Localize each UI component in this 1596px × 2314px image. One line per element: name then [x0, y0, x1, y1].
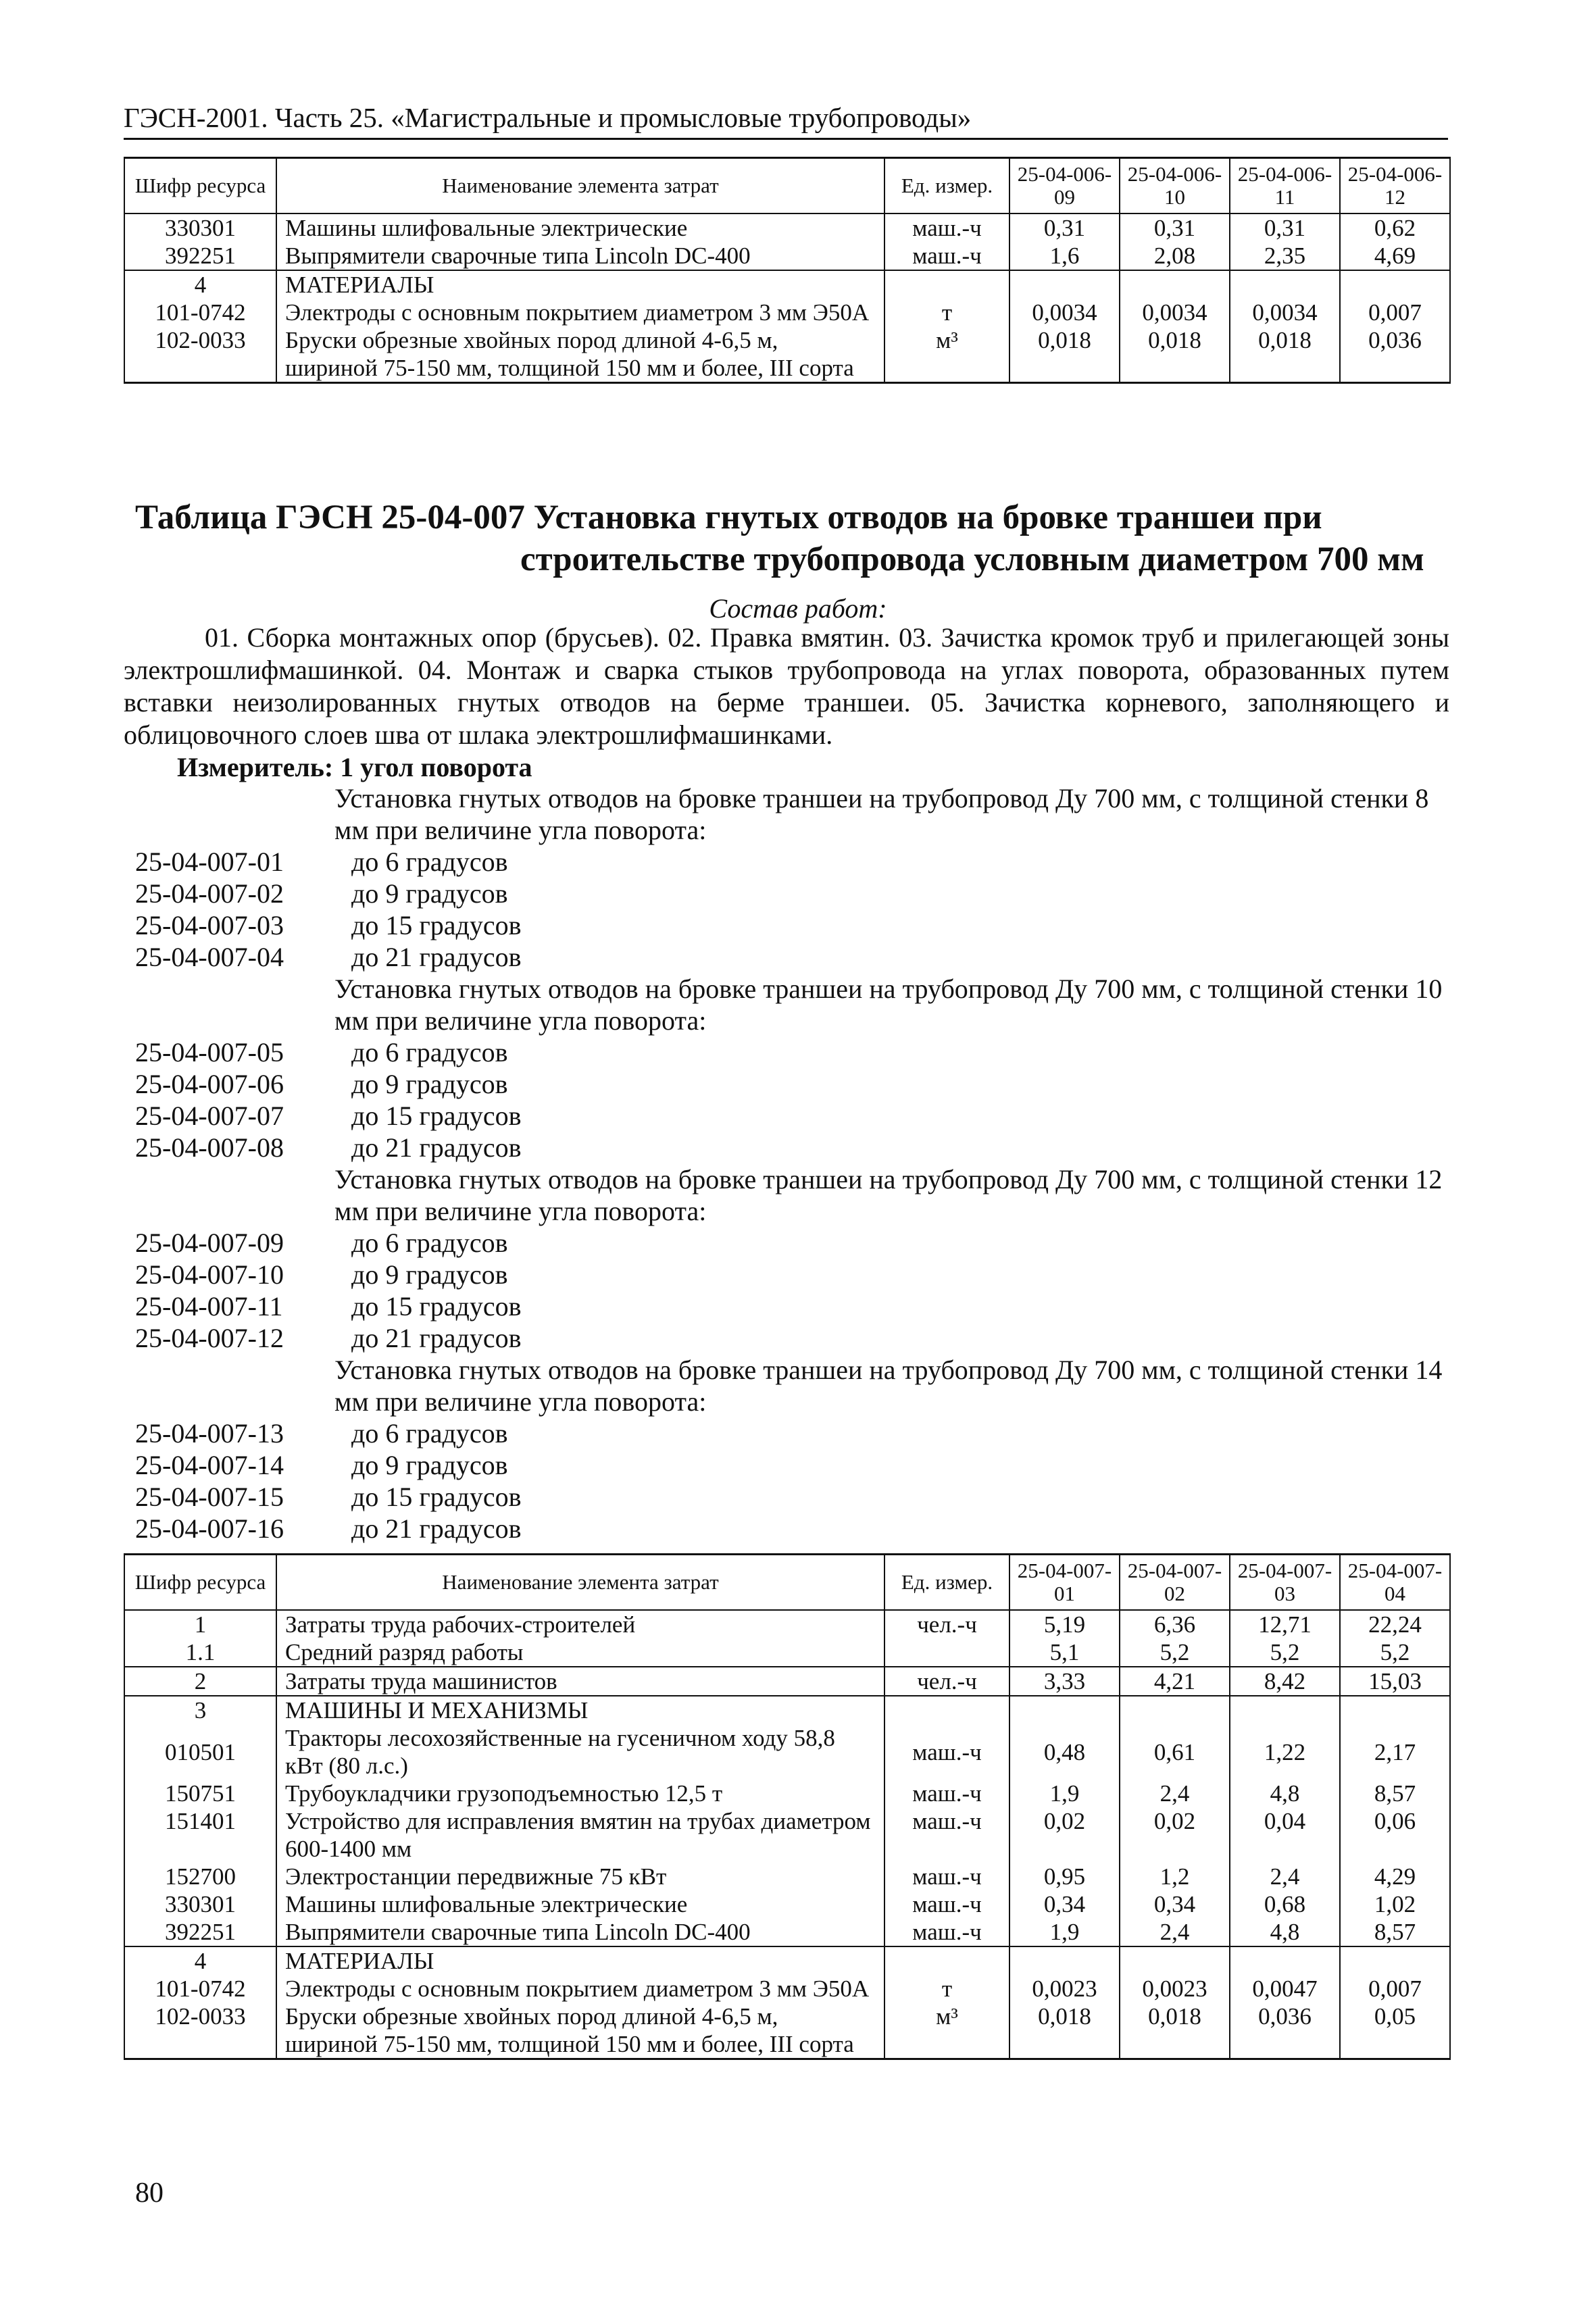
- spec-code: 25-04-007-15: [135, 1482, 284, 1512]
- value-cell: 22,24: [1340, 1610, 1450, 1638]
- table-row: [124, 2003, 1450, 2059]
- cost-element-name-cell: Машины шлифовальные электрические: [276, 213, 884, 242]
- spec-code: 25-04-007-07: [135, 1101, 284, 1131]
- resource-code-cell: 3: [124, 1696, 276, 1724]
- spec-code: 25-04-007-11: [135, 1291, 283, 1322]
- spec-group: [135, 1163, 1460, 1354]
- value-cell: 5,2: [1340, 1638, 1450, 1667]
- spec-item: [135, 1227, 1460, 1259]
- spec-group: [135, 782, 1460, 973]
- spec-code: 25-04-007-02: [135, 878, 284, 909]
- cost-element-name-cell: Затраты труда рабочих-строителей: [276, 1610, 884, 1638]
- resource-code-cell: 101-0742: [124, 1975, 276, 2003]
- table-row: [124, 213, 1450, 242]
- unit-cell: маш.-ч: [884, 1807, 1009, 1863]
- value-cell: 0,018: [1120, 326, 1230, 383]
- spec-description: до 15 градусов: [351, 1291, 522, 1322]
- value-cell: 0,007: [1340, 299, 1450, 326]
- resource-code-cell: 392251: [124, 242, 276, 270]
- value-cell: 0,31: [1120, 213, 1230, 242]
- spec-item: [135, 941, 1460, 973]
- value-cell: 8,57: [1340, 1780, 1450, 1807]
- value-cell: 0,007: [1340, 1975, 1450, 2003]
- spec-code: 25-04-007-10: [135, 1259, 284, 1290]
- unit-cell: [884, 1696, 1009, 1724]
- value-cell: 2,35: [1230, 242, 1340, 270]
- cost-table-top: [124, 157, 1451, 384]
- composition-text: [124, 622, 1449, 751]
- spec-code: 25-04-007-08: [135, 1132, 284, 1163]
- value-cell: [1009, 1696, 1120, 1724]
- resource-code-cell: 150751: [124, 1780, 276, 1807]
- spec-item: [135, 1068, 1460, 1100]
- spec-code: 25-04-007-03: [135, 910, 284, 940]
- composition-caption: Состав работ:: [709, 593, 887, 624]
- unit-cell: т: [884, 1975, 1009, 2003]
- table-row: [124, 242, 1450, 270]
- spec-description: до 9 градусов: [351, 1450, 508, 1480]
- value-cell: 0,61: [1120, 1724, 1230, 1780]
- spec-code: 25-04-007-14: [135, 1450, 284, 1480]
- resource-code-cell: 1: [124, 1610, 276, 1638]
- resource-code-cell: 151401: [124, 1807, 276, 1863]
- unit-cell: [884, 1638, 1009, 1667]
- section-title: [135, 497, 1460, 580]
- value-cell: 1,2: [1120, 1863, 1230, 1890]
- cost-element-name-cell: Тракторы лесохозяйственные на гусеничном ходу 58,8 кВт (80 л.с.): [276, 1724, 884, 1780]
- table-row: [124, 1780, 1450, 1807]
- value-cell: 0,62: [1340, 213, 1450, 242]
- value-cell: 4,8: [1230, 1780, 1340, 1807]
- resource-code-cell: 152700: [124, 1863, 276, 1890]
- spec-item: [135, 878, 1460, 909]
- value-cell: 1,02: [1340, 1890, 1450, 1918]
- spec-description: до 15 градусов: [351, 1482, 522, 1512]
- unit-cell: маш.-ч: [884, 242, 1009, 270]
- header-col-1: 25-04-006-09: [1009, 158, 1120, 214]
- header-unit: Ед. измер.: [884, 158, 1009, 214]
- cost-element-name-cell: Бруски обрезные хвойных пород длиной 4-6,5 м, шириной 75-150 мм, толщиной 150 мм и более, III сорта: [276, 2003, 884, 2059]
- cost-table-bottom: [124, 1553, 1451, 2060]
- cost-element-name-cell: Устройство для исправления вмятин на трубах диаметром 600-1400 мм: [276, 1807, 884, 1863]
- spec-item: [135, 1259, 1460, 1290]
- cost-element-name-cell: МАШИНЫ И МЕХАНИЗМЫ: [276, 1696, 884, 1724]
- table-row: [124, 1638, 1450, 1667]
- value-cell: 0,05: [1340, 2003, 1450, 2059]
- value-cell: 2,08: [1120, 242, 1230, 270]
- value-cell: 2,17: [1340, 1724, 1450, 1780]
- spec-item: [135, 1449, 1460, 1481]
- table-header-row: [124, 1555, 1450, 1611]
- table-row: [124, 1807, 1450, 1863]
- spec-description: до 6 градусов: [351, 1418, 508, 1449]
- spec-item: [135, 1322, 1460, 1354]
- resource-code-cell: 010501: [124, 1724, 276, 1780]
- spec-description: до 21 градусов: [351, 942, 522, 972]
- value-cell: 3,33: [1009, 1667, 1120, 1696]
- value-cell: 0,06: [1340, 1807, 1450, 1863]
- spec-group: [135, 973, 1460, 1163]
- spec-group-title: Установка гнутых отводов на бровке траншеи на трубопровод Ду 700 мм, с толщиной стенки 8 мм при величине угла поворота:: [334, 783, 1429, 845]
- value-cell: 4,29: [1340, 1863, 1450, 1890]
- spec-description: до 21 градусов: [351, 1132, 522, 1163]
- header-col-4: 25-04-006-12: [1340, 158, 1450, 214]
- resource-code-cell: 101-0742: [124, 299, 276, 326]
- unit-cell: м³: [884, 2003, 1009, 2059]
- value-cell: 0,036: [1340, 326, 1450, 383]
- spec-item: [135, 1481, 1460, 1513]
- value-cell: 12,71: [1230, 1610, 1340, 1638]
- unit-cell: [884, 270, 1009, 299]
- header-col-2: 25-04-006-10: [1120, 158, 1230, 214]
- value-cell: [1120, 270, 1230, 299]
- spec-item: [135, 1132, 1460, 1163]
- value-cell: 4,69: [1340, 242, 1450, 270]
- unit-cell: м³: [884, 326, 1009, 383]
- spec-item: [135, 1513, 1460, 1544]
- unit-cell: маш.-ч: [884, 213, 1009, 242]
- cost-element-name-cell: Электроды с основным покрытием диаметром 3 мм Э50А: [276, 1975, 884, 2003]
- resource-code-cell: 392251: [124, 1918, 276, 1946]
- spec-description: до 21 градусов: [351, 1513, 522, 1544]
- value-cell: [1230, 1696, 1340, 1724]
- unit-cell: чел.-ч: [884, 1610, 1009, 1638]
- table-row: [124, 1946, 1450, 1975]
- header-col-1: 25-04-007-01: [1009, 1555, 1120, 1611]
- table-row: [124, 1918, 1450, 1946]
- specification-list: [135, 782, 1460, 1544]
- unit-cell: маш.-ч: [884, 1918, 1009, 1946]
- cost-element-name-cell: Трубоукладчики грузоподъемностью 12,5 т: [276, 1780, 884, 1807]
- header-col-3: 25-04-007-03: [1230, 1555, 1340, 1611]
- table-row: [124, 1890, 1450, 1918]
- value-cell: 1,9: [1009, 1780, 1120, 1807]
- resource-code-cell: 4: [124, 270, 276, 299]
- value-cell: 0,018: [1009, 326, 1120, 383]
- spec-code: 25-04-007-16: [135, 1513, 284, 1544]
- unit-cell: чел.-ч: [884, 1667, 1009, 1696]
- spec-item: [135, 846, 1460, 878]
- value-cell: [1230, 270, 1340, 299]
- table-row: [124, 1863, 1450, 1890]
- value-cell: 0,018: [1120, 2003, 1230, 2059]
- page-number: 80: [135, 2178, 164, 2209]
- value-cell: 2,4: [1120, 1780, 1230, 1807]
- value-cell: 0,95: [1009, 1863, 1120, 1890]
- value-cell: [1009, 270, 1120, 299]
- unit-cell: маш.-ч: [884, 1724, 1009, 1780]
- value-cell: 1,22: [1230, 1724, 1340, 1780]
- value-cell: [1230, 1946, 1340, 1975]
- spec-code: 25-04-007-05: [135, 1037, 284, 1067]
- spec-description: до 15 градусов: [351, 910, 522, 940]
- value-cell: [1120, 1696, 1230, 1724]
- spec-code: 25-04-007-01: [135, 847, 284, 877]
- spec-code: 25-04-007-12: [135, 1323, 284, 1353]
- spec-description: до 21 градусов: [351, 1323, 522, 1353]
- value-cell: 0,34: [1120, 1890, 1230, 1918]
- value-cell: 15,03: [1340, 1667, 1450, 1696]
- table-row: [124, 326, 1450, 383]
- value-cell: [1009, 1946, 1120, 1975]
- value-cell: [1340, 1696, 1450, 1724]
- value-cell: 0,31: [1230, 213, 1340, 242]
- resource-code-cell: 330301: [124, 213, 276, 242]
- table-row: [124, 1667, 1450, 1696]
- unit-cell: [884, 1946, 1009, 1975]
- header-unit: Ед. измер.: [884, 1555, 1009, 1611]
- spec-description: до 6 градусов: [351, 1228, 508, 1258]
- value-cell: 8,42: [1230, 1667, 1340, 1696]
- value-cell: 0,018: [1230, 326, 1340, 383]
- value-cell: 0,0034: [1230, 299, 1340, 326]
- value-cell: 0,0034: [1009, 299, 1120, 326]
- value-cell: 2,4: [1230, 1863, 1340, 1890]
- value-cell: 0,31: [1009, 213, 1120, 242]
- cost-element-name-cell: Электростанции передвижные 75 кВт: [276, 1863, 884, 1890]
- table-row: [124, 299, 1450, 326]
- spec-description: до 9 градусов: [351, 1069, 508, 1099]
- cost-element-name-cell: Средний разряд работы: [276, 1638, 884, 1667]
- value-cell: 0,018: [1009, 2003, 1120, 2059]
- spec-group-title: Установка гнутых отводов на бровке траншеи на трубопровод Ду 700 мм, с толщиной стенки 12 мм при величине угла поворота:: [334, 1164, 1443, 1226]
- value-cell: 5,2: [1230, 1638, 1340, 1667]
- value-cell: 0,0023: [1009, 1975, 1120, 2003]
- table-row: [124, 1610, 1450, 1638]
- cost-element-name-cell: Выпрямители сварочные типа Lincoln DC-400: [276, 242, 884, 270]
- table-row: [124, 1696, 1450, 1724]
- value-cell: 0,02: [1009, 1807, 1120, 1863]
- value-cell: 0,0047: [1230, 1975, 1340, 2003]
- spec-group-title: Установка гнутых отводов на бровке траншеи на трубопровод Ду 700 мм, с толщиной стенки 10 мм при величине угла поворота:: [334, 974, 1443, 1036]
- cost-element-name-cell: Бруски обрезные хвойных пород длиной 4-6,5 м, шириной 75-150 мм, толщиной 150 мм и более, III сорта: [276, 326, 884, 383]
- header-col-2: 25-04-007-02: [1120, 1555, 1230, 1611]
- header-col-3: 25-04-006-11: [1230, 158, 1340, 214]
- spec-item: [135, 909, 1460, 941]
- value-cell: [1340, 270, 1450, 299]
- spec-item: [135, 1036, 1460, 1068]
- resource-code-cell: 1.1: [124, 1638, 276, 1667]
- unit-cell: маш.-ч: [884, 1890, 1009, 1918]
- value-cell: 0,48: [1009, 1724, 1120, 1780]
- cost-element-name-cell: Электроды с основным покрытием диаметром 3 мм Э50А: [276, 299, 884, 326]
- header-name: Наименование элемента затрат: [276, 1555, 884, 1611]
- running-header: ГЭСН-2001. Часть 25. «Магистральные и промысловые трубопроводы»: [124, 101, 1448, 140]
- cost-element-name-cell: МАТЕРИАЛЫ: [276, 270, 884, 299]
- spec-group-title: Установка гнутых отводов на бровке траншеи на трубопровод Ду 700 мм, с толщиной стенки 14 мм при величине угла поворота:: [334, 1355, 1443, 1417]
- value-cell: 1,9: [1009, 1918, 1120, 1946]
- spec-item: [135, 1100, 1460, 1132]
- unit-cell: маш.-ч: [884, 1863, 1009, 1890]
- resource-code-cell: 102-0033: [124, 326, 276, 383]
- value-cell: 6,36: [1120, 1610, 1230, 1638]
- spec-item: [135, 1417, 1460, 1449]
- value-cell: 0,02: [1120, 1807, 1230, 1863]
- spec-description: до 6 градусов: [351, 1037, 508, 1067]
- value-cell: 4,21: [1120, 1667, 1230, 1696]
- spec-code: 25-04-007-06: [135, 1069, 284, 1099]
- section-title-line-1: Таблица ГЭСН 25-04-007 Установка гнутых отводов на бровке траншеи при: [135, 499, 1322, 536]
- composition-body: 01. Сборка монтажных опор (брусьев). 02. Правка вмятин. 03. Зачистка кромок труб и прилегающей зоны электрошлифмашинкой. 04. Монтаж и сварка стыков трубопровода на углах поворота, образованных путем вставки неизолированных гнутых отводов на берме траншеи. 05. Зачистка корневого, заполняющего и облицовочного слоев шва от шлака электрошлифмашинками.: [124, 622, 1449, 750]
- meter: Измеритель: 1 угол поворота: [177, 752, 532, 782]
- header-col-4: 25-04-007-04: [1340, 1555, 1450, 1611]
- value-cell: 0,0034: [1120, 299, 1230, 326]
- unit-cell: т: [884, 299, 1009, 326]
- value-cell: 2,4: [1120, 1918, 1230, 1946]
- cost-element-name-cell: Машины шлифовальные электрические: [276, 1890, 884, 1918]
- spec-group: [135, 1354, 1460, 1544]
- value-cell: 5,19: [1009, 1610, 1120, 1638]
- value-cell: 4,8: [1230, 1918, 1340, 1946]
- section-title-line-2: строительстве трубопровода условным диаметром 700 мм: [520, 540, 1424, 578]
- spec-description: до 9 градусов: [351, 878, 508, 909]
- spec-item: [135, 1290, 1460, 1322]
- value-cell: 5,1: [1009, 1638, 1120, 1667]
- resource-code-cell: 102-0033: [124, 2003, 276, 2059]
- value-cell: 8,57: [1340, 1918, 1450, 1946]
- header-code: Шифр ресурса: [124, 1555, 276, 1611]
- value-cell: [1120, 1946, 1230, 1975]
- table-row: [124, 1724, 1450, 1780]
- table-header-row: [124, 158, 1450, 214]
- cost-element-name-cell: Затраты труда машинистов: [276, 1667, 884, 1696]
- table-row: [124, 270, 1450, 299]
- value-cell: 5,2: [1120, 1638, 1230, 1667]
- resource-code-cell: 330301: [124, 1890, 276, 1918]
- value-cell: 1,6: [1009, 242, 1120, 270]
- value-cell: [1340, 1946, 1450, 1975]
- spec-code: 25-04-007-04: [135, 942, 284, 972]
- spec-code: 25-04-007-13: [135, 1418, 284, 1449]
- resource-code-cell: 2: [124, 1667, 276, 1696]
- cost-element-name-cell: МАТЕРИАЛЫ: [276, 1946, 884, 1975]
- value-cell: 0,34: [1009, 1890, 1120, 1918]
- spec-description: до 9 градусов: [351, 1259, 508, 1290]
- spec-code: 25-04-007-09: [135, 1228, 284, 1258]
- cost-element-name-cell: Выпрямители сварочные типа Lincoln DC-400: [276, 1918, 884, 1946]
- spec-description: до 6 градусов: [351, 847, 508, 877]
- value-cell: 0,0023: [1120, 1975, 1230, 2003]
- value-cell: 0,68: [1230, 1890, 1340, 1918]
- value-cell: 0,036: [1230, 2003, 1340, 2059]
- resource-code-cell: 4: [124, 1946, 276, 1975]
- table-row: [124, 1975, 1450, 2003]
- header-name: Наименование элемента затрат: [276, 158, 884, 214]
- value-cell: 0,04: [1230, 1807, 1340, 1863]
- header-code: Шифр ресурса: [124, 158, 276, 214]
- spec-description: до 15 градусов: [351, 1101, 522, 1131]
- unit-cell: маш.-ч: [884, 1780, 1009, 1807]
